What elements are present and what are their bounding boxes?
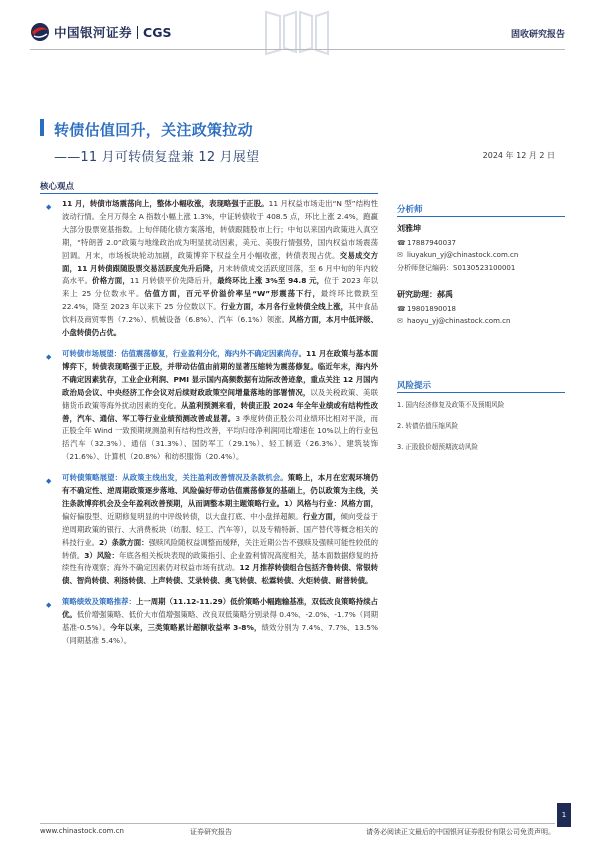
core-views-heading: 核心观点: [40, 182, 75, 192]
paragraph-text-segment: 月末转债成交活跃度回落，至 6 月中旬的年内较高水平。: [62, 263, 378, 286]
title-accent-bar: [40, 119, 44, 136]
analyst-email[interactable]: liuyakun_yj@chinastock.com.cn: [407, 251, 519, 259]
paragraph-text-segment: 上一周期（11.12-11.29）低价策略小幅跑输基准，双低改良策略持续占优。: [62, 597, 378, 620]
email-icon: ✉: [397, 251, 403, 259]
diamond-bullet-icon: ◆: [46, 203, 52, 211]
page-number: 1: [557, 803, 571, 827]
paragraph-text-segment: 价格方面，: [92, 276, 130, 286]
paragraph-text-segment: 风格方面，本月中低评级、小盘转债仍占优。: [62, 315, 378, 338]
paragraph-text-segment: 可转债策略展望：从政策主线出发，关注盈利改善情况及条款机会。: [62, 473, 288, 483]
paragraph-text-segment: 倾向受益于逆周期政策的银行、大消费板块（纺服、轻工、汽车等），以及专精特新、国产替代等概念相关的科技行业。: [62, 511, 378, 547]
core-view-paragraph: [44, 472, 378, 588]
report-type-label: 固收研究报告: [510, 30, 565, 40]
page-header: [0, 0, 595, 62]
assistant-email-row: [397, 317, 565, 325]
paragraph-text-segment: 11 月权益市场走出“N 型”结构性波动行情。全月万得全 A 指数小幅上涨 1.3%，中证转债收于 408.5 点，环比上涨 2.4%，跑赢大部分股票宽基指数。上旬伴随化债方案落地，转债跟随股市上行；中旬以来国内政策进入真空期，“特朗普 2.0”政策与地缘政治成为明显扰动因素，美元、美股行情强势，国内权益市场震荡回调。月末，市场板块轮动加剧，政策博弈下权益全月小幅收涨，转债表现占优。: [62, 199, 378, 260]
paragraph-text-segment: 策略上，本月在宏观环境仍有不确定性、逆周期政策逐步落地、风险偏好带动估值震荡修复的基础上，仍以政策为主线，关注条款博弈机会及全年盈利改善预期，从而调整本期主题策略行业。: [62, 473, 378, 508]
header-divider: [30, 49, 565, 50]
paragraph-text-segment: 位于 2023 年以来上 25 分位数水平。: [62, 276, 378, 299]
paragraph-text-segment: 12 月推荐转债组合包括齐鲁转债、常银转债、智尚转债、利扬转债、上声转债、艾录转债、奥飞转债、松霖转债、火炬转债、耐普转债。: [62, 563, 378, 586]
footer-doc-type: 证券研究报告: [190, 828, 232, 836]
paragraph-text-segment: 2）条款方面：: [99, 537, 149, 547]
report-subtitle: ——11 月可转债复盘兼 12 月展望: [54, 150, 260, 165]
paragraph-text-segment: 从盈利预测来看，转债正股 2024 年全年业绩或有结构性改善，汽车、通信、军工等行业业绩预测改善或显著。: [62, 400, 378, 423]
report-date: 2024 年 12 月 2 日: [482, 151, 555, 160]
footer-disclaimer: 请务必阅读正文最后的中国银河证券股份有限公司免责声明。: [366, 828, 555, 836]
analyst-name: 刘雅坤: [397, 224, 421, 233]
analyst-phone-row: [397, 239, 565, 247]
paragraph-text-segment: 最终环比微跌至 22.4%，降至 2023 年以来下 25 分位数以下。: [62, 289, 378, 312]
paragraph-text-segment: 可转债市场展望：估值震荡修复，行业盈利分化，海内外不确定因素尚存。: [62, 348, 306, 358]
paragraph-text-segment: 11 月，转债市场震荡向上，整体小幅收涨，表现略强于正股。: [62, 199, 269, 208]
paragraph-text-segment: 1）风格与行业：风格方面，: [284, 498, 378, 508]
paragraph-text-segment: 绩效分别为 7.4%、7.7%、13.5%（同期基准 5.4%）。: [62, 623, 378, 645]
paragraph-text-segment: 11 月转债平价先降后升，: [129, 276, 218, 286]
analyst-email-row: [397, 251, 565, 259]
core-views-body: [44, 198, 378, 648]
paragraph-text-segment: 11 月转债跟随股票交易活跃度先升后降，: [77, 263, 218, 273]
core-view-paragraph: [44, 596, 378, 648]
paragraph-text-segment: 策略绩效及策略推荐：: [62, 597, 136, 607]
footer-divider: [40, 823, 555, 824]
paragraph-text-segment: 交易成交方面，: [62, 250, 378, 273]
paragraph-text-segment: 3 季度转债正股公司业绩环比相对平淡，而正股全年 Wind 一致预期规测盈利有结构性改善，平均归母净利润同比增速在 10%以上的行业包括汽车（32.3%）、通信（31.3%）、国防军工（29.1%）、轻工制造（26.3%）、建筑装饰（21.6%）、计算机（20.8%）和纺织服饰（20.4%）。: [62, 413, 378, 462]
paragraph-text-segment: 行业方面，: [302, 511, 341, 521]
logo-english-name: CGS: [143, 24, 172, 40]
paragraph-text-segment: 行业方面，本月各行业转债全线上涨，: [220, 302, 349, 312]
footer-website[interactable]: www.chinastock.com.cn: [40, 827, 124, 835]
paragraph-text-segment: 最终环比上涨 3%至 94.8 元，: [217, 276, 325, 286]
assistant-phone-row: [397, 305, 565, 313]
paragraph-text-segment: 估值方面，百元平价溢价率呈“W”形震荡下行，: [144, 289, 321, 299]
core-view-paragraph: [44, 198, 378, 340]
diamond-bullet-icon: ◆: [46, 352, 52, 361]
assistant-phone[interactable]: 19801890018: [407, 305, 456, 313]
core-view-paragraph: [44, 348, 378, 464]
analyst-divider: [397, 216, 565, 217]
risk-divider: [397, 392, 565, 393]
paragraph-text-segment: 11 月在政策与基本面博弈下，转债表现略强于正股，并带动估值由前期的显著压缩转为震荡修复。临近年末，海内外不确定因素犹存，工业企业利润、PMI 显示国内高频数据有边际改善迹象，重点关注 12 月国内政治局会议、中央经济工作会议对后续财政政策空间增量落地的部署情况，: [62, 348, 378, 397]
diamond-bullet-icon: ◆: [46, 601, 52, 610]
diamond-bullet-icon: ◆: [46, 477, 52, 486]
risk-item: 1. 国内经济修复及政策不及预期风险: [397, 401, 505, 409]
analyst-heading: 分析师: [397, 205, 423, 215]
sidebar: [397, 203, 565, 462]
company-logo: [30, 22, 171, 42]
report-title: 转债估值回升，关注政策拉动: [54, 121, 253, 139]
phone-icon: ☎: [397, 239, 406, 247]
assistant-email[interactable]: haoyu_yj@chinastock.com.cn: [407, 317, 511, 325]
galaxy-logo-icon: [30, 22, 50, 42]
paragraph-text-segment: 偏好偏股型、近期修复明显的中评级转债，以大盘打底、中小盘择超额。: [62, 511, 303, 521]
core-views-divider: [40, 193, 378, 194]
risk-item: 2. 转债估值压缩风险: [397, 422, 459, 430]
paragraph-text-segment: 其中食品饮料及商贸零售（7.2%）、机械设备（6.8%）、汽车（6.1%）领涨。: [62, 302, 378, 325]
paragraph-text-segment: 年底各相关板块表现的政策指引、企业盈利情况高度相关，基本面数据修复的持续性有待观察；海外不确定因素仍对权益市场有扰动。: [62, 550, 378, 573]
logo-separator: [137, 26, 138, 39]
logo-chinese-name: 中国银河证券: [54, 25, 133, 40]
risk-item: 3. 正股股价超预期波动风险: [397, 443, 478, 451]
paragraph-text-segment: 以及关税政策、美联储货币政策等海外扰动因素的变化。: [62, 387, 378, 410]
analyst-registration: 分析师登记编码：S0130523100001: [397, 264, 516, 272]
risk-heading: 风险提示: [397, 381, 432, 391]
analyst-phone[interactable]: 17887940037: [407, 239, 456, 247]
assistant-heading: 研究助理：郝禹: [397, 290, 453, 299]
paragraph-text-segment: 强赎风险随权益调整而缓释，关注近期公告不强赎及强赎可能性较低的转债。: [62, 537, 378, 560]
email-icon: ✉: [397, 317, 403, 325]
paragraph-text-segment: 3）风险：: [84, 550, 119, 560]
paragraph-text-segment: 低价增强策略、低价大市值增强策略、改良双低策略分别录得 0.4%、-2.0%、-1.7%（同期基准-0.5%）。: [62, 610, 378, 633]
cgs-watermark-icon: [262, 6, 332, 58]
paragraph-text-segment: 今年以来，三类策略累计超额收益率 3-8%，: [109, 623, 262, 633]
phone-icon: ☎: [397, 305, 406, 313]
